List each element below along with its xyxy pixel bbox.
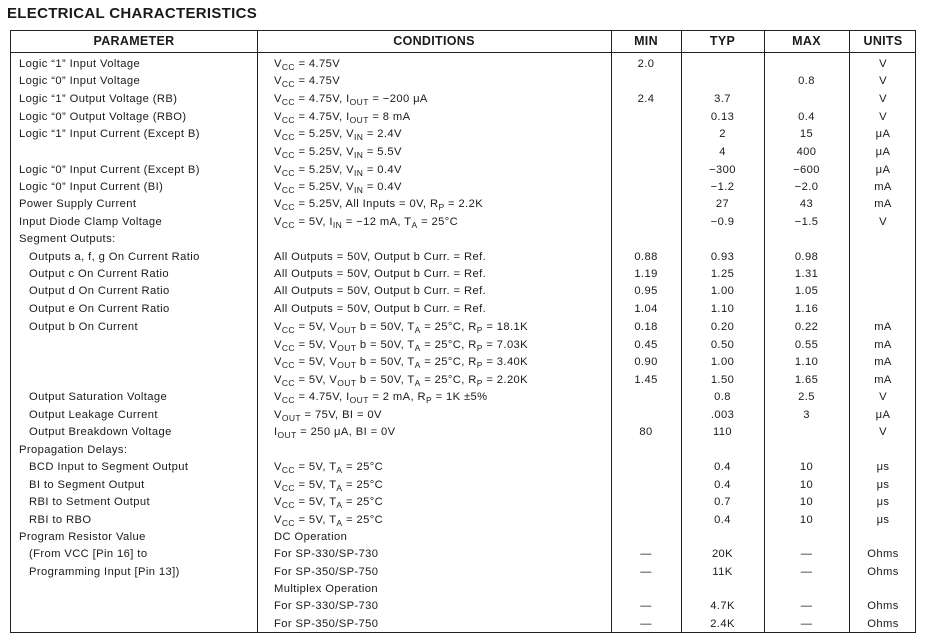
conditions-cell: $I_{OUT} = 250$ μA, BI = 0V — [274, 426, 396, 440]
parameter-cell: (From VCC [Pin 16] to — [29, 548, 148, 560]
typ-cell: 1.00 — [710, 356, 735, 368]
max-cell: 15 — [799, 128, 814, 140]
units-cell: mA — [874, 356, 892, 368]
max-cell: 0.8 — [798, 75, 815, 87]
min-cell: 2.4 — [637, 93, 655, 105]
conditions-cell: For SP-350/SP-750 — [274, 566, 379, 578]
typ-cell: 27 — [715, 198, 730, 210]
conditions-cell: $V_{CC} = 4.75V$ — [274, 58, 341, 72]
units-cell: μA — [875, 146, 891, 158]
max-cell: 43 — [799, 198, 814, 210]
min-cell: 1.45 — [634, 374, 658, 386]
max-cell: 1.31 — [794, 268, 819, 280]
min-cell: 0.45 — [634, 339, 658, 351]
min-cell: 0.88 — [634, 251, 658, 263]
column-divider — [257, 31, 258, 632]
max-cell: 10 — [799, 514, 814, 526]
header-min: MIN — [634, 34, 658, 48]
units-cell: μA — [875, 409, 891, 421]
conditions-cell: $V_{CC} = 5V$, $V_{OUT}$ b = 50V, $T_A = 25^\circ C$, $R_P = 2.20K$ — [274, 374, 529, 388]
conditions-cell: $V_{CC} = 4.75V$, $I_{OUT} = -200$ μA — [274, 93, 428, 107]
max-cell: — — [800, 566, 813, 578]
typ-cell: 20K — [711, 548, 734, 560]
conditions-cell: For SP-330/SP-730 — [274, 548, 379, 560]
max-cell: — — [800, 548, 813, 560]
units-cell: V — [879, 391, 887, 403]
max-cell: 10 — [799, 461, 814, 473]
parameter-cell: Logic “0” Input Current (BI) — [19, 181, 164, 193]
units-cell: μs — [876, 514, 890, 526]
typ-cell: 0.4 — [714, 461, 731, 473]
typ-cell: 0.8 — [714, 391, 731, 403]
units-cell: V — [879, 216, 887, 228]
parameter-cell: Segment Outputs: — [19, 233, 116, 245]
max-cell: −1.5 — [794, 216, 819, 228]
conditions-cell: All Outputs = 50V, Output b Curr. = Ref. — [274, 303, 487, 315]
min-cell: — — [640, 600, 652, 612]
parameter-cell: Input Diode Clamp Voltage — [19, 216, 163, 228]
parameter-cell: Logic “0” Input Voltage — [19, 75, 141, 87]
conditions-cell: Multiplex Operation — [274, 583, 378, 595]
units-cell: Ohms — [867, 618, 899, 630]
units-cell: μA — [875, 164, 891, 176]
units-cell: Ohms — [867, 548, 899, 560]
max-cell: −2.0 — [794, 181, 819, 193]
parameter-cell: Output Leakage Current — [29, 409, 158, 421]
header-typ: TYP — [709, 34, 736, 48]
units-cell: mA — [874, 339, 892, 351]
max-cell: 1.65 — [794, 374, 819, 386]
units-cell: V — [879, 426, 887, 438]
typ-cell: −0.9 — [710, 216, 735, 228]
min-cell: 1.04 — [634, 303, 658, 315]
parameter-cell: BCD Input to Segment Output — [29, 461, 189, 473]
typ-cell: 0.93 — [710, 251, 735, 263]
conditions-cell: $V_{CC} = 5.25V$, $V_{IN} = 5.5V$ — [274, 146, 402, 160]
parameter-cell: Logic “0” Input Current (Except B) — [19, 164, 200, 176]
parameter-cell: Outputs a, f, g On Current Ratio — [29, 251, 200, 263]
conditions-cell: All Outputs = 50V, Output b Curr. = Ref. — [274, 251, 487, 263]
header-max: MAX — [792, 34, 821, 48]
min-cell: 0.90 — [634, 356, 658, 368]
units-cell: V — [879, 111, 887, 123]
conditions-cell: $V_{CC} = 5.25V$, $V_{IN} = 0.4V$ — [274, 181, 402, 195]
max-cell: 10 — [799, 479, 814, 491]
max-cell: — — [800, 600, 813, 612]
typ-cell: 2 — [719, 128, 726, 140]
max-cell: — — [800, 618, 813, 630]
parameter-cell: BI to Segment Output — [29, 479, 145, 491]
conditions-cell: $V_{CC} = 5V$, $V_{OUT}$ b = 50V, $T_A = 25^\circ C$, $R_P = 7.03K$ — [274, 339, 529, 353]
conditions-cell: $V_{OUT} = 75V$, BI = 0V — [274, 409, 382, 423]
parameter-cell: Logic “1” Input Voltage — [19, 58, 141, 70]
parameter-cell: Output Breakdown Voltage — [29, 426, 172, 438]
min-cell: 2.0 — [637, 58, 655, 70]
page-title: ELECTRICAL CHARACTERISTICS — [7, 5, 258, 22]
typ-cell: 4.7K — [710, 600, 735, 612]
max-cell: 0.55 — [794, 339, 819, 351]
max-cell: 1.16 — [794, 303, 819, 315]
min-cell: 80 — [639, 426, 653, 438]
typ-cell: 1.50 — [710, 374, 735, 386]
units-cell: Ohms — [867, 600, 899, 612]
conditions-cell: $V_{CC} = 5V$, $V_{OUT}$ b = 50V, $T_A = 25^\circ C$, $R_P = 3.40K$ — [274, 356, 529, 370]
header-units: UNITS — [863, 34, 903, 48]
typ-cell: 11K — [712, 566, 733, 578]
conditions-cell: All Outputs = 50V, Output b Curr. = Ref. — [274, 285, 487, 297]
min-cell: — — [640, 566, 652, 578]
conditions-cell: $V_{CC} = 5V$, $I_{IN} = -12$ mA, $T_A = 25^\circ C$ — [274, 216, 459, 230]
max-cell: 1.10 — [794, 356, 819, 368]
typ-cell: 0.4 — [714, 514, 731, 526]
typ-cell: 0.4 — [714, 479, 731, 491]
units-cell: V — [879, 93, 887, 105]
typ-cell: 2.4K — [710, 618, 735, 630]
parameter-cell: Output d On Current Ratio — [29, 285, 170, 297]
conditions-cell: $V_{CC} = 5V$, $T_A = 25^\circ C$ — [274, 461, 384, 475]
units-cell: V — [879, 75, 887, 87]
header-parameter: PARAMETER — [93, 34, 175, 48]
typ-cell: 0.20 — [710, 321, 735, 333]
conditions-cell: $V_{CC} = 4.75V$, $I_{OUT} = 2$ mA, $R_P = 1K \pm 5\%$ — [274, 391, 488, 405]
units-cell: μs — [876, 479, 890, 491]
conditions-cell: $V_{CC} = 4.75V$ — [274, 75, 341, 89]
units-cell: μA — [875, 128, 891, 140]
typ-cell: 4 — [719, 146, 726, 158]
max-cell: 0.22 — [794, 321, 819, 333]
parameter-cell: Programming Input [Pin 13]) — [29, 566, 180, 578]
max-cell: 2.5 — [798, 391, 815, 403]
units-cell: mA — [874, 374, 892, 386]
typ-cell: 3.7 — [714, 93, 731, 105]
units-cell: μs — [876, 496, 890, 508]
typ-cell: .003 — [710, 409, 735, 421]
conditions-cell: $V_{CC} = 5V$, $T_A = 25^\circ C$ — [274, 514, 384, 528]
typ-cell: −1.2 — [710, 181, 735, 193]
characteristics-table — [10, 30, 916, 633]
typ-cell: 1.25 — [710, 268, 735, 280]
conditions-cell: $V_{CC} = 5V$, $T_A = 25^\circ C$ — [274, 496, 384, 510]
conditions-cell: $V_{CC} = 5.25V$, $V_{IN} = 0.4V$ — [274, 164, 402, 178]
parameter-cell: RBI to RBO — [29, 514, 92, 526]
parameter-cell: Output c On Current Ratio — [29, 268, 169, 280]
parameter-cell: Output Saturation Voltage — [29, 391, 168, 403]
typ-cell: 110 — [712, 426, 733, 438]
units-cell: mA — [874, 181, 892, 193]
parameter-cell: Power Supply Current — [19, 198, 137, 210]
min-cell: — — [640, 548, 652, 560]
min-cell: — — [640, 618, 652, 630]
max-cell: 400 — [796, 146, 817, 158]
units-cell: mA — [874, 198, 892, 210]
min-cell: 1.19 — [634, 268, 658, 280]
parameter-cell: Program Resistor Value — [19, 531, 146, 543]
parameter-cell: Logic “0” Output Voltage (RBO) — [19, 111, 187, 123]
min-cell: 0.18 — [634, 321, 658, 333]
conditions-cell: $V_{CC} = 5.25V$, $V_{IN} = 2.4V$ — [274, 128, 402, 142]
parameter-cell: Logic “1” Output Voltage (RB) — [19, 93, 178, 105]
conditions-cell: DC Operation — [274, 531, 348, 543]
units-cell: Ohms — [867, 566, 899, 578]
max-cell: 0.4 — [798, 111, 815, 123]
conditions-cell: $V_{CC} = 5.25V$, All Inputs = 0V, $R_P = 2.2K$ — [274, 198, 484, 212]
max-cell: 3 — [803, 409, 810, 421]
parameter-cell: Output e On Current Ratio — [29, 303, 170, 315]
parameter-cell: Output b On Current — [29, 321, 138, 333]
units-cell: μs — [876, 461, 890, 473]
typ-cell: 1.00 — [710, 285, 735, 297]
typ-cell: 0.7 — [714, 496, 731, 508]
min-cell: 0.95 — [634, 285, 658, 297]
units-cell: V — [879, 58, 887, 70]
typ-cell: −300 — [709, 164, 736, 176]
parameter-cell: Logic “1” Input Current (Except B) — [19, 128, 200, 140]
max-cell: 0.98 — [794, 251, 819, 263]
conditions-cell: For SP-330/SP-730 — [274, 600, 379, 612]
header-conditions: CONDITIONS — [393, 34, 475, 48]
conditions-cell: $V_{CC} = 5V$, $T_A = 25^\circ C$ — [274, 479, 384, 493]
max-cell: 1.05 — [794, 285, 819, 297]
header-divider — [11, 52, 915, 53]
max-cell: 10 — [799, 496, 814, 508]
conditions-cell: $V_{CC} = 4.75V$, $I_{OUT} = 8$ mA — [274, 111, 411, 125]
typ-cell: 0.50 — [710, 339, 735, 351]
conditions-cell: $V_{CC} = 5V$, $V_{OUT}$ b = 50V, $T_A = 25^\circ C$, $R_P = 18.1K$ — [274, 321, 529, 335]
max-cell: −600 — [793, 164, 820, 176]
conditions-cell: All Outputs = 50V, Output b Curr. = Ref. — [274, 268, 487, 280]
parameter-cell: RBI to Setment Output — [29, 496, 150, 508]
typ-cell: 1.10 — [710, 303, 735, 315]
typ-cell: 0.13 — [710, 111, 735, 123]
parameter-cell: Propagation Delays: — [19, 444, 128, 456]
conditions-cell: For SP-350/SP-750 — [274, 618, 379, 630]
units-cell: mA — [874, 321, 892, 333]
